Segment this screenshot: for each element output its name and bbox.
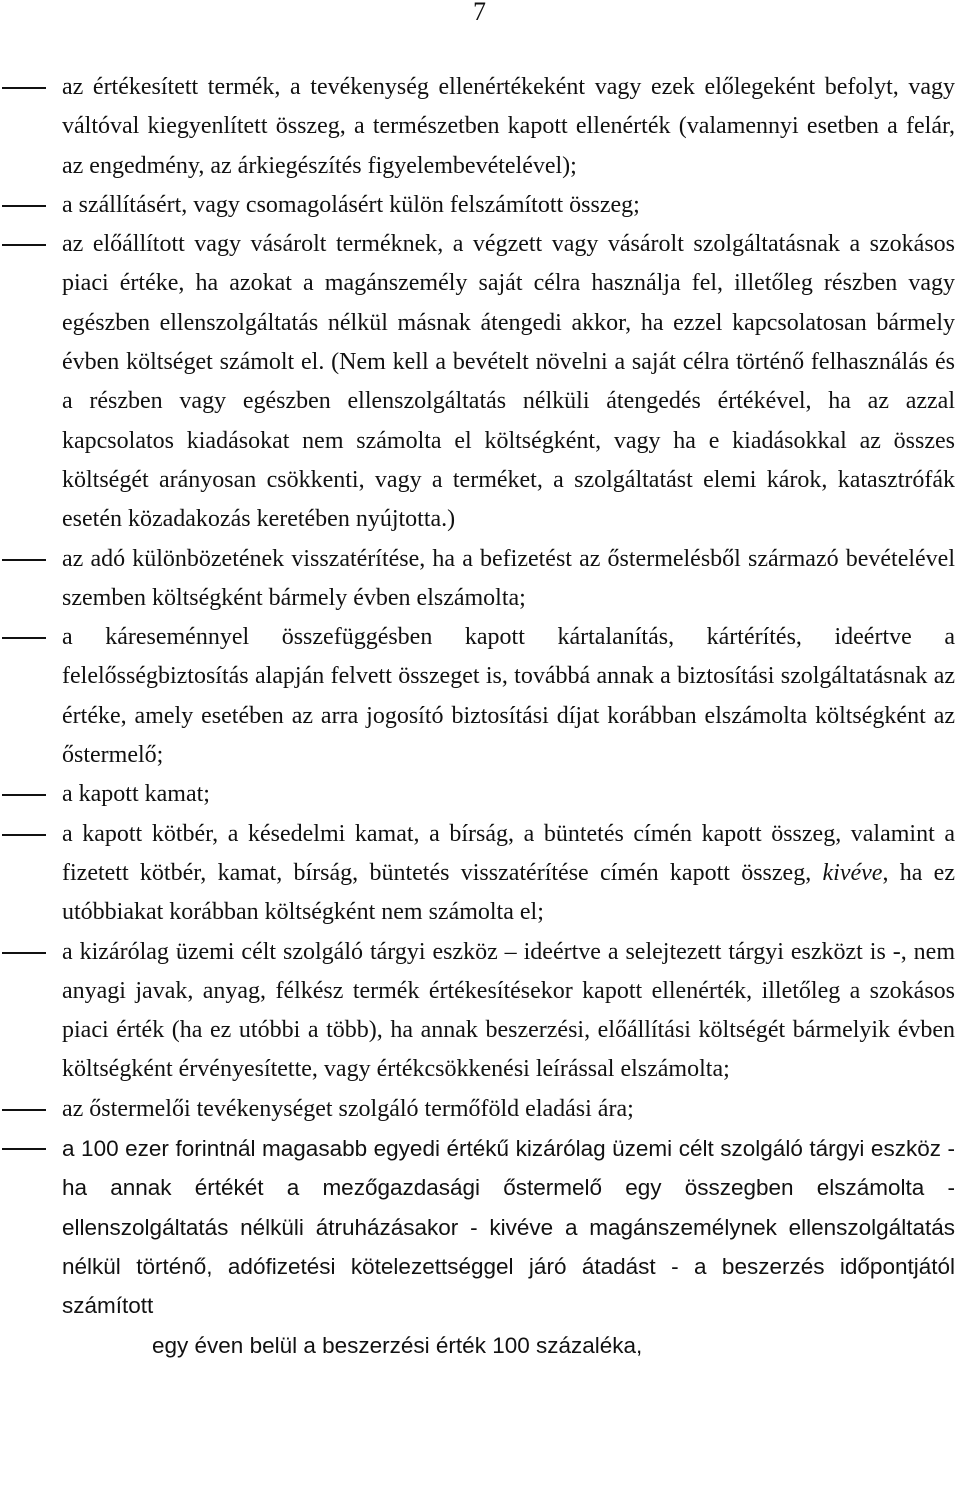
dash-bullet <box>2 794 46 796</box>
continuation-line <box>0 1326 955 1365</box>
list-item-text: az előállított vagy vásárolt terméknek, a végzett vagy vásárolt szolgáltatásnak a szokásos piaci értéke, ha azokat a magánszemély saját célra használja fel, illetőleg részben vagy egészben ellenszolgáltatás nélkül másnak átengedi akkor, ha ezzel kapcsolatosan bármely évben költséget számolt el. (Nem kell a bevételt növelni a saját célra történő felhasználás és a részben vagy egészben ellenszolgáltatás nélküli átengedés értékével, ha az azzal kapcsolatos kiadásokat nem számolta el költségként, vagy ha e kiadásokkal az összes költségét arányosan csökkenti, vagy a terméket, a szolgáltatást elemi károk, katasztrófák esetén közadakozás keretében nyújtotta.) <box>62 231 955 533</box>
dash-bullet <box>2 1148 46 1150</box>
list-item-text: a kizárólag üzemi célt szolgáló tárgyi eszköz – ideértve a selejtezett tárgyi eszközt is -, nem anyagi javak, anyag, félkész termék értékesítésekor kapott ellenérték, illetőleg a szokásos piaci érték (ha ez utóbbi a több), ha annak beszerzési, előállítási költségét bármelyik évben költségként érvényesítette, vagy értékcsökkenési leírással elszámolta; <box>62 938 955 1083</box>
dash-bullet <box>2 952 46 954</box>
list-item-text: a káreseménnyel összefüggésben kapott kártalanítás, kártérítés, ideértve a felelősségbiztosítás alapján felvett összeget is, továbbá annak a biztosítási szolgáltatásnak az értéke, amely esetében az arra jogosító biztosítási díjat korábban elszámolta költségként az őstermelő; <box>62 624 955 769</box>
page-number: 7 <box>473 0 486 26</box>
continuation-text: egy éven belül a beszerzési érték 100 százaléka, <box>152 1332 643 1358</box>
list-item <box>0 540 955 619</box>
list-item <box>0 775 955 814</box>
list-item <box>0 1090 955 1129</box>
list-item <box>0 933 955 1090</box>
list-item-text: az adó különbözetének visszatérítése, ha a befizetést az őstermelésből származó bevételével szemben költségként bármely évben elszámolta; <box>62 545 955 611</box>
list-item-text: az őstermelői tevékenységet szolgáló termőföld eladási ára; <box>62 1095 634 1122</box>
list-item <box>6 1129 955 1325</box>
list-item <box>0 618 955 775</box>
list-item-text: a kapott kamat; <box>62 781 210 808</box>
dash-bullet <box>2 559 46 561</box>
dash-bullet <box>2 87 46 89</box>
list-item-text: az értékesített termék, a tevékenység ellenértékeként vagy ezek előlegeként befolyt, vagy váltóval kiegyenlített összeg, a természetben kapott ellenérték (valamennyi esetben a felár, az engedmény, az árkiegészítés figyelembevételével); <box>62 74 955 179</box>
list-item <box>0 815 955 933</box>
list-item <box>0 225 955 539</box>
list-item <box>0 186 955 225</box>
dash-bullet <box>2 637 46 639</box>
list-item-text: a 100 ezer forintnál magasabb egyedi értékű kizárólag üzemi célt szolgáló tárgyi eszköz - ha annak értékét a mezőgazdasági őstermelő egy összegben elszámolta - ellenszolgáltatás nélküli átruházásakor - kivéve a magánszemélynek ellenszolgáltatás nélkül történő, adófizetési kötelezettséggel járó átadást - a beszerzés időpontjától számított <box>62 1136 955 1319</box>
dash-bullet <box>2 1109 46 1111</box>
list-item-text-after: , ha ez utóbbiakat korábban költségként nem számolta el; <box>62 859 955 926</box>
document-body <box>0 68 955 1365</box>
dash-bullet <box>2 834 46 836</box>
list-item-text-italic: kivéve <box>822 859 883 886</box>
dash-bullet <box>2 244 46 246</box>
dash-bullet <box>2 205 46 207</box>
list-item-text: a szállításért, vagy csomagolásért külön felszámított összeg; <box>62 191 640 218</box>
list-item <box>0 68 955 186</box>
list-item-text-before: a kapott kötbér, a késedelmi kamat, a bírság, a büntetés címén kapott összeg, valamint a fizetett kötbér, kamat, bírság, büntetés visszatérítése címén kapott összeg, <box>62 820 955 886</box>
